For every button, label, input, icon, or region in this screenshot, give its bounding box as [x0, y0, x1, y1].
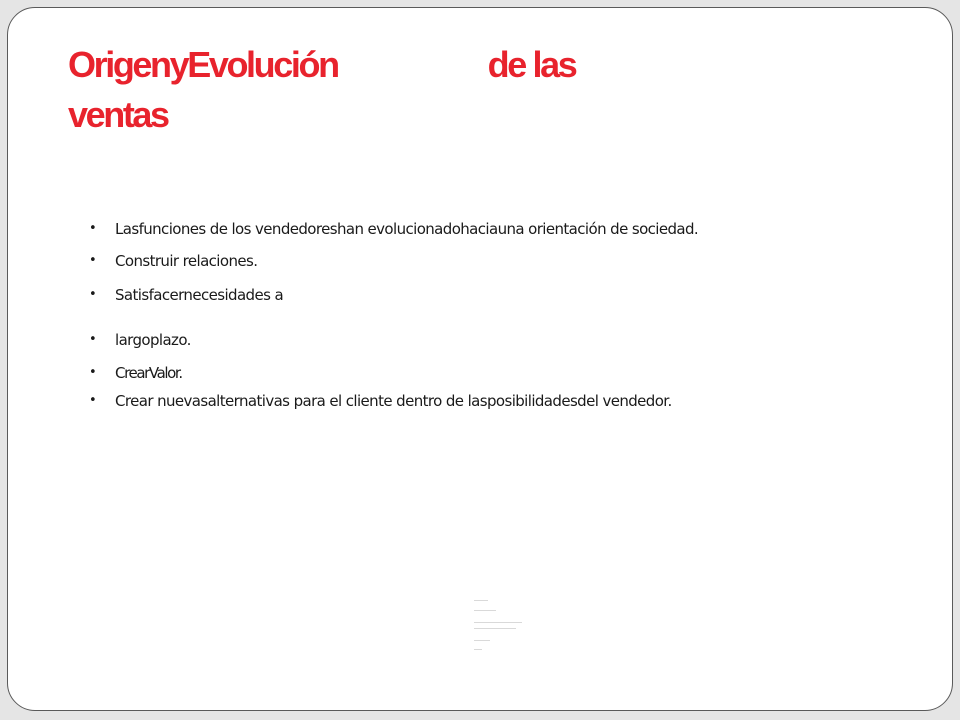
- title-text-de-las: de las: [487, 44, 576, 85]
- bullet-item-largoplazo: • largoplazo.: [86, 329, 698, 351]
- title-text-origen-evolucion: OrigenyEvolución: [68, 44, 338, 85]
- bullet-item-satisfacer: • Satisfacernecesidades a: [86, 284, 698, 306]
- faint-placeholder-lines: [474, 598, 534, 658]
- slide: [7, 7, 953, 711]
- bullet-item-funciones: • Lasfunciones de los vendedoreshan evolucionadohaciauna orientación de sociedad.: [86, 218, 698, 240]
- title-line-2: ventas: [68, 94, 168, 135]
- bullet-list: [86, 218, 698, 412]
- bullet-item-alternativas: • Crear nuevasalternativas para el cliente dentro de lasposibilidadesdel vendedor.: [86, 390, 698, 412]
- title-line-1: [68, 40, 668, 90]
- bullet-item-construir: • Construir relaciones.: [86, 250, 698, 272]
- bullet-item-crear-valor: • CrearValor.: [86, 362, 698, 384]
- slide-title: [68, 40, 668, 140]
